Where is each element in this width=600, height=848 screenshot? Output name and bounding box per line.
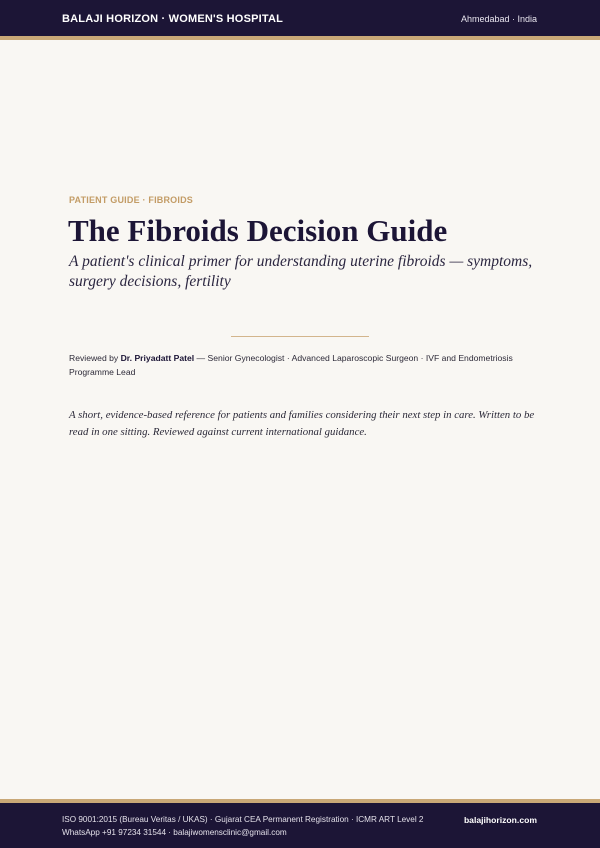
document-subtitle: A patient's clinical primer for understanding uterine fibroids — symptoms, surgery decisions, fertility [69, 253, 533, 290]
accreditation-line: ISO 9001:2015 (Bureau Veritas / UKAS) · Gujarat CEA Permanent Registration · ICMR ART Level 2 [62, 815, 424, 824]
document-eyebrow: PATIENT GUIDE · FIBROIDS [69, 195, 193, 205]
website-link[interactable]: balajihorizon.com [463, 815, 537, 825]
reviewer-prefix: Reviewed by [69, 353, 119, 363]
contact-line: WhatsApp +91 97234 31544 · balajiwomensclinic@gmail.com [62, 828, 287, 837]
hospital-location: Ahmedabad · India [460, 14, 537, 24]
gold-divider [231, 336, 369, 337]
page-header [0, 0, 600, 40]
hospital-brand: BALAJI HORIZON · WOMEN'S HOSPITAL [62, 13, 284, 25]
document-title: The Fibroids Decision Guide [68, 213, 448, 248]
page-footer [0, 799, 600, 848]
reviewer-credentials: — Senior Gynecologist · Advanced Laparoscopic Surgeon · IVF and Endometriosis Programme Lead [69, 353, 513, 377]
reviewer-name: Dr. Priyadatt Patel [120, 353, 195, 363]
intro-paragraph: A short, evidence-based reference for patients and families considering their next step in care. Written to be read in one sitting. Reviewed against current international guidance. [69, 409, 535, 438]
reviewer-credit [69, 351, 539, 379]
